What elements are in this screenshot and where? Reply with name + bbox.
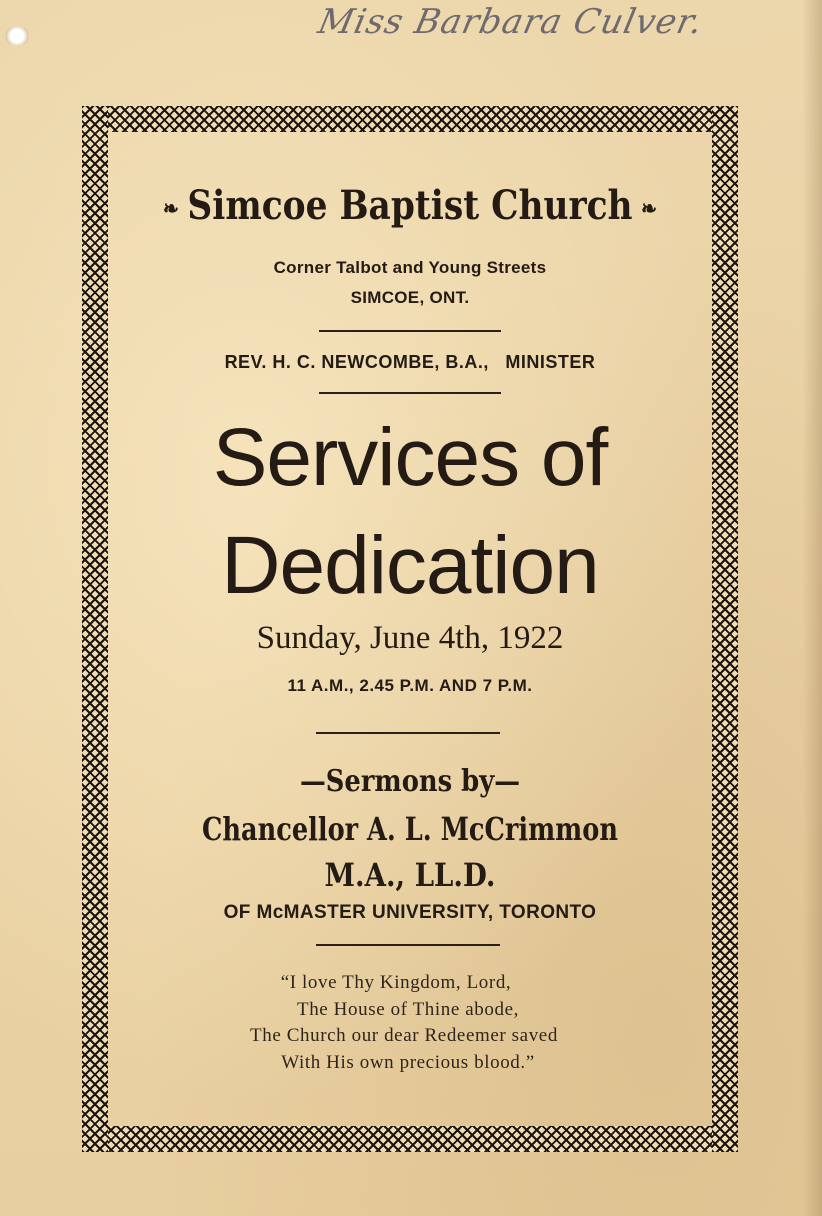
event-date: Sunday, June 4th, 1922 [256,620,564,656]
decorative-border-bottom [82,1126,734,1152]
page-edge-shadow [802,0,822,1216]
decorative-border-right [712,106,738,1152]
headline-dedication: Dedication [221,520,599,611]
divider-rule [316,732,500,734]
church-name: Simcoe Baptist Church [187,182,633,229]
leaf-ornament-icon: ❧ [641,196,658,222]
church-address: Corner Talbot and Young Streets [273,258,547,277]
church-name-heading [150,182,669,229]
event-times: 11 A.M., 2.45 P.M. AND 7 P.M. [287,676,533,695]
leaf-ornament-icon: ❧ [162,196,179,222]
speaker-name: Chancellor A. L. McCrimmon [202,810,618,848]
speaker-degrees: M.A., LL.D. [324,856,496,894]
hymn-line: The House of Thine abode, [296,998,519,1020]
divider-rule [316,944,500,946]
divider-rule [319,392,501,394]
speaker-affiliation: OF McMASTER UNIVERSITY, TORONTO [223,902,597,923]
church-city: SIMCOE, ONT. [350,288,470,307]
decorative-border-top [86,106,738,132]
handwritten-signature: Miss Barbara Culver. [314,2,707,42]
headline-services: Services of [212,412,608,503]
minister-line: REV. H. C. NEWCOMBE, B.A., MINISTER [224,352,596,372]
hymn-line: With His own precious blood.” [281,1051,535,1073]
divider-rule [319,330,501,332]
punch-hole [4,26,30,46]
hymn-quote [108,970,712,1076]
hymn-line: The Church our dear Redeemer saved [250,1025,558,1046]
program-content [108,132,712,1126]
sermons-heading: —Sermons by— [299,764,521,799]
hymn-line: “I love Thy Kingdom, Lord, [280,972,512,993]
